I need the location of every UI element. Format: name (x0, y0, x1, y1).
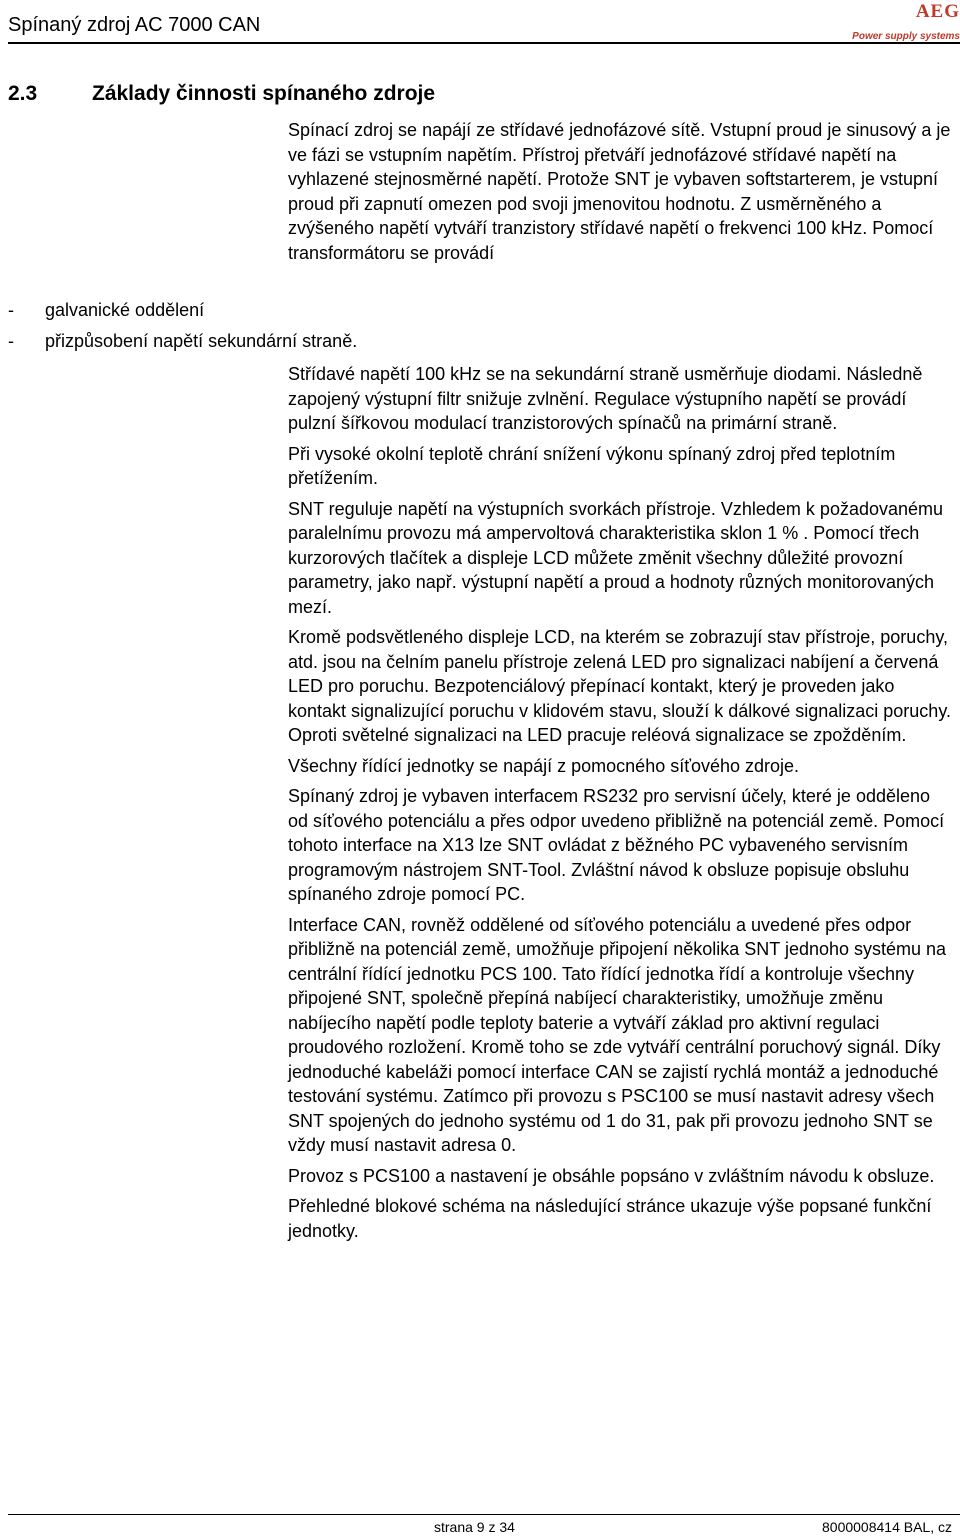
body-paragraphs (288, 362, 954, 1249)
section-number: 2.3 (8, 82, 38, 105)
aeg-logo (840, 2, 960, 44)
list-dash: - (8, 300, 14, 320)
list-item (8, 329, 357, 353)
paragraph: Interface CAN, rovněž oddělené od síťového potenciálu a uvedené přes odpor přibližně na potenciál země, umožňuje připojení několika SNT jednoho systému na centrální řídící jednotku PCS 100. Tato řídící jednotka řídí a kontroluje všechny připojené SNT, společně přepíná nabíjecí charakteristiky, umožňuje změnu nabíjecího napětí podle teploty baterie a vytváří základ pro aktivní regulaci proudového rozložení. Kromě toho se zde vytváří centrální poruchový signál. Díky jednoduché kabeláži pomocí interface CAN se zajistí rychlá montáž a jednoduché testování systému. Zatímco při provozu s PSC100 se musí nastavit adresy všech SNT spojených do jednoho systému od 1 do 31, pak při provozu jednoho SNT se vždy musí nastavit adresa 0. (288, 914, 947, 1155)
paragraph: Přehledné blokové schéma na následující stránce ukazuje výše popsané funkční jednotky. (288, 1196, 932, 1241)
section-title: Základy činnosti spínaného zdroje (92, 82, 436, 105)
document-number: 8000008414 BAL, cz (822, 1519, 952, 1535)
paragraph: SNT reguluje napětí na výstupních svorkách přístroje. Vzhledem k požadovanému paralelnímu provozu má ampervoltová charakteristika sklon 1 % . Pomocí třech kurzorových tlačítek a displeje LCD můžete změnit všechny důležité provozní parametry, jako např. výstupní napětí a proud a hodnoty různých monitorovaných mezí. (288, 498, 944, 617)
paragraph: Kromě podsvětleného displeje LCD, na kterém se zobrazují stav přístroje, poruchy, atd. jsou na čelním panelu přístroje zelená LED pro signalizaci nabíjení a červená LED pro poruchu. Bezpotenciálový přepínací kontakt, který je proveden jako kontakt signalizující poruchu v klidovém stavu, slouží k dálkové signalizaci poruchy. Oproti světelné signalizaci na LED pracuje reléová signalizace se zpožděním. (288, 627, 951, 745)
logo-subtitle: Power supply systems (852, 31, 960, 42)
header-title: Spínaný zdroj AC 7000 CAN (8, 14, 261, 36)
page-header (8, 1, 960, 44)
paragraph: Provoz s PCS100 a nastavení je obsáhle popsáno v zvláštním návodu k obsluze. (288, 1165, 935, 1186)
paragraph: Při vysoké okolní teplotě chrání snížení výkonu spínaný zdroj před teplotním přetížením. (288, 443, 896, 488)
intro-paragraph: Spínací zdroj se napájí ze střídavé jednofázové sítě. Vstupní proud je sinusový a je ve fázi se vstupním napětím. Přístroj přetváří jednofázové střídavé napětí na vyhlazené stejnosměrné napětí. Protože SNT je vybaven softstarterem, je vstupní proud při zapnutí omezen pod svoji jmenovitou hodnotu. Z usměrněného a zvýšeného napětí vytváří tranzistory střídavé napětí o frekvenci 100 kHz. Pomocí transformátoru se provádí (288, 120, 951, 263)
paragraph: Střídavé napětí 100 kHz se na sekundární straně usměrňuje diodami. Následně zapojený výstupní filtr snižuje zvlnění. Regulace výstupního napětí se provádí pulzní šířkovou modulací tranzistorových spínačů na primární straně. (288, 364, 923, 433)
list-item (8, 298, 204, 322)
page-footer (8, 1514, 960, 1535)
section-heading (8, 82, 435, 106)
paragraph: Všechny řídící jednotky se napájí z pomocného síťového zdroje. (288, 755, 800, 776)
list-dash: - (8, 331, 14, 351)
list-item-text: galvanické oddělení (45, 300, 205, 320)
list-item-text: přizpůsobení napětí sekundární straně. (45, 331, 358, 351)
logo-name: AEG (915, 1, 960, 22)
paragraph: Spínaný zdroj je vybaven interfacem RS232 pro servisní účely, které je odděleno od síťového potenciálu a přes odpor uvedeno přibližně na potenciál země. Pomocí tohoto interface na X13 lze SNT ovládat z běžného PC vybaveného servisním programovým nástrojem SNT-Tool. Zvláštní návod k obsluze popisuje obsluhu spínaného zdroje pomocí PC. (288, 786, 945, 904)
page-number: strana 9 z 34 (434, 1519, 515, 1535)
